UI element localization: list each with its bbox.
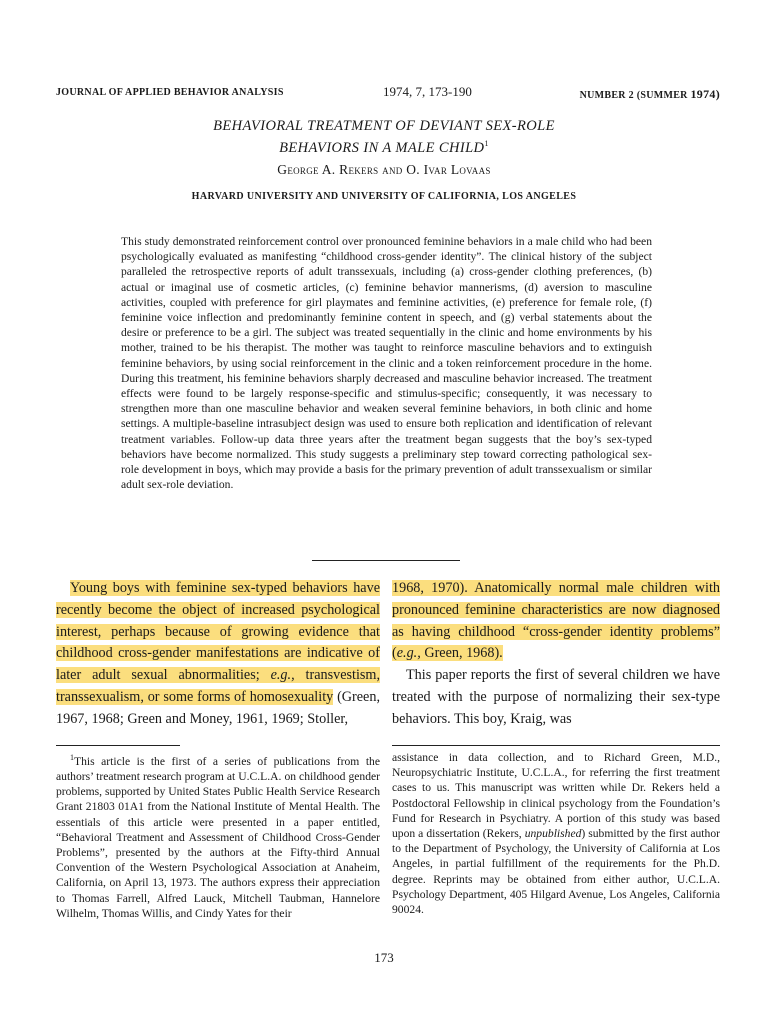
body-left-text-1: Young boys with feminine sex-typed behaviors have recently become the object of increased psychological interest, perhaps because of growing evidence that childhood cross-gender manifestations are indicative of later adult sexual abnormalities; <box>56 580 380 684</box>
eg-italic-1: e.g., <box>270 667 295 684</box>
footnote-rule-left <box>56 745 180 746</box>
highlight-1 <box>56 580 380 705</box>
body-left-text-2: transvestism, transsexualism, or some forms of homosexuality <box>56 667 380 705</box>
body-column-right <box>392 578 720 731</box>
eg-italic-2: e.g., <box>396 645 421 662</box>
body-right-paragraph-1 <box>392 578 720 665</box>
author-list: George A. Rekers and O. Ivar Lovaas <box>277 162 491 177</box>
footnote-right-text-2: ) submitted by the first author to the Department of Psychology, the University of California at Los Angeles, in partial fulfillment of the requirements for the Ph.D. degree. Reprints may be obtained from either author, U.C.L.A. Psychology Department, 405 Hilgard Avenue, Los Angeles, California 90024. <box>392 827 720 917</box>
title-footnote-mark: 1 <box>484 139 489 148</box>
section-divider <box>312 560 460 561</box>
abstract: This study demonstrated reinforcement control over pronounced feminine behaviors in a male child who had been psychologically evaluated as manifesting “childhood cross-gender identity”. The clinical history of the subject paralleled the retrospective reports of adult transsexuals, including (a) cross-gender clothing preferences, (b) actual or imaginal use of cosmetic articles, (c) feminine behavior mannerisms, (d) aversion to masculine activities, coupled with preference for girl playmates and feminine activities, (e) preference for female role, (f) feminine voice inflection and predominantly feminine content in speech, and (g) verbal statements about the desire or preference to be a girl. The subject was treated sequentially in the clinic and home environments by his mother, trained to be his therapist. The mother was taught to reinforce masculine behaviors and to extinguish feminine behaviors, by using social reinforcement in the clinic and a token reinforcement procedure in the home. During this treatment, his feminine behaviors sharply decreased and masculine behavior increased. The treatment effects were found to be largely response-specific and stimulus-specific; consequently, it was necessary to strengthen more than one masculine behavior and weaken several feminine behaviors, in both clinic and home settings. A multiple-baseline intrasubject design was used to ensure both replication and identification of relevant treatment variables. Follow-up data three years after the treatment began suggests that the boy’s sex-typed behaviors have become normalized. This study suggests a preliminary step toward correcting pathological sex-role development in boys, which may provide a basis for the primary prevention of adult transsexualism or similar adult sex-role deviation. <box>121 235 652 492</box>
footnote-right-text-1: assistance in data collection, and to Richard Green, M.D., Neuropsychiatric Institute, U.C.L.A., for referring the first treatment cases to us. This manuscript was written while Dr. Rekers held a Postdoctoral Fellowship in clinical psychology from the Foundation’s Fund for Research in Psychiatry. A portion of this study was based upon a dissertation (Rekers, <box>392 751 720 841</box>
issue-label: NUMBER 2 (SUMMER <box>579 90 688 101</box>
volume-pages: 1974, 7, 173-190 <box>383 84 472 99</box>
title-line-1: BEHAVIORAL TREATMENT OF DEVIANT SEX-ROLE <box>213 118 555 134</box>
body-right-text-2: Green, 1968). <box>420 645 503 662</box>
issue-year: 1974) <box>690 87 720 101</box>
body-left-tail: (Green, 1967, 1968; Green and Money, 1961, 1969; Stoller, <box>56 688 380 727</box>
footnote-left <box>56 750 380 921</box>
body-right-lead: 1968, 1970). <box>392 580 468 596</box>
article-title <box>0 118 768 157</box>
highlight-2 <box>392 580 720 661</box>
unpublished-italic: unpublished <box>524 827 582 841</box>
journal-name: JOURNAL OF APPLIED BEHAVIOR ANALYSIS <box>56 87 284 98</box>
footnote-left-text: This article is the first of a series of publications from the authors’ treatment research program at U.C.L.A. on childhood gender problems, supported by United States Public Health Service Research Grant 21803 01A1 from the National Institute of Mental Health. The essentials of this article were presented in a paper entitled, “Behavioral Treatment and Assessment of Childhood Cross-Gender Problems”, presented by the authors at the Fifty-third Annual Convention of the Western Psychological Association at Anaheim, California, on April 13, 1973. The authors express their appreciation to Thomas Farrell, Alfred Lauck, Mitchell Taubman, Hannelore Wilhelm, Thomas Willis, and Cindy Yates for their <box>56 754 380 920</box>
title-line-2 <box>0 135 768 157</box>
footnote-rule-right <box>392 745 720 746</box>
footnote-mark: 1 <box>70 753 74 762</box>
body-right-paragraph-2: This paper reports the first of several children we have treated with the purpose of normalizing their sex-type behaviors. This boy, Kraig, was <box>392 667 720 727</box>
issue-number <box>580 87 720 102</box>
footnote-right <box>392 750 720 917</box>
running-header <box>56 84 720 104</box>
title-line-2-text: BEHAVIORS IN A MALE CHILD <box>279 139 485 156</box>
body-column-left <box>56 578 380 731</box>
page-number: 173 <box>374 950 394 965</box>
body-right-text-1: Anatomically normal male children with pronounced feminine characteristics are now diagnosed as having childhood “cross-gender identity problems” ( <box>392 580 720 662</box>
affiliation: HARVARD UNIVERSITY AND UNIVERSITY OF CALIFORNIA, LOS ANGELES <box>191 191 577 202</box>
